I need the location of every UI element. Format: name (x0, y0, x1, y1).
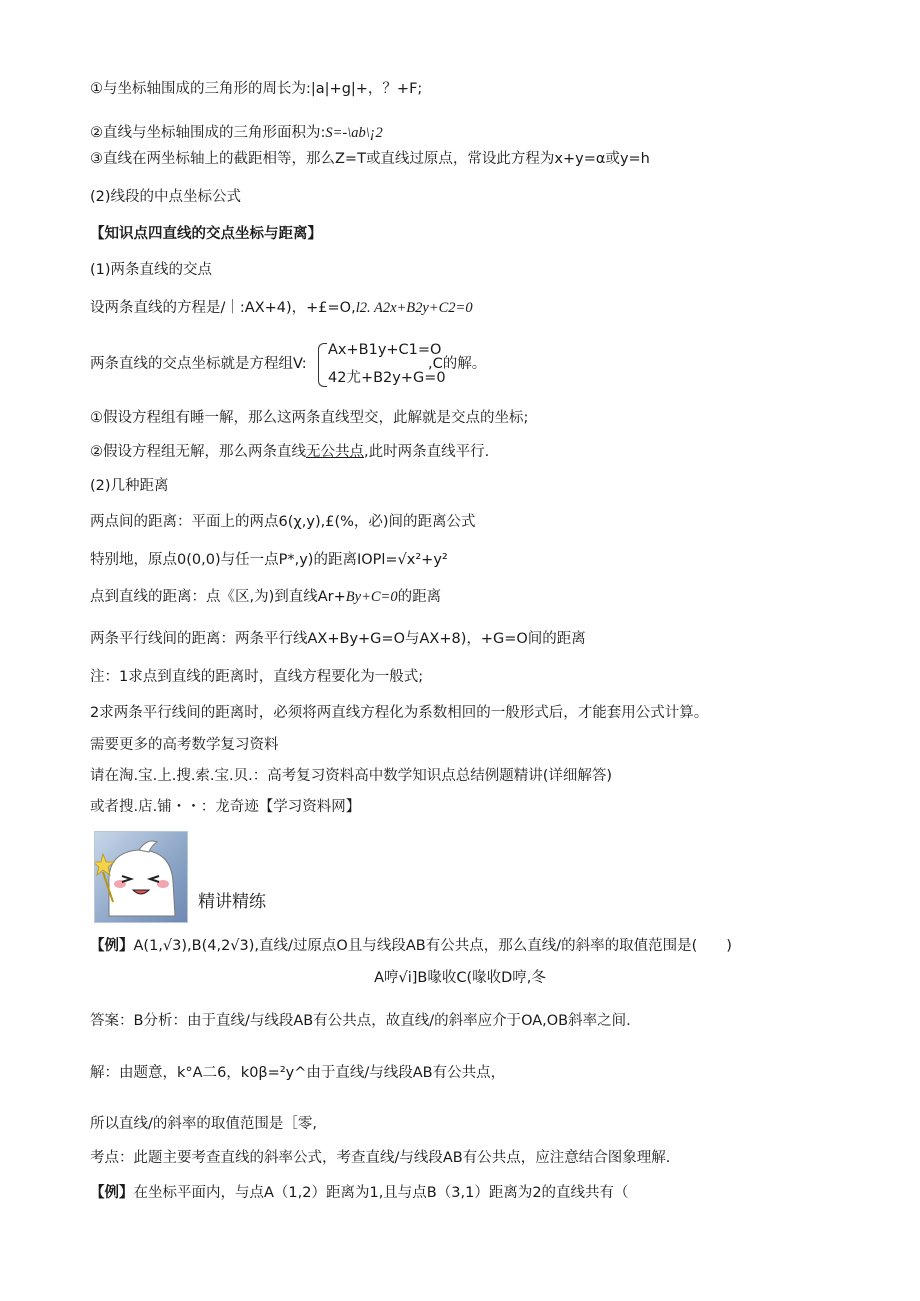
text-line (90, 123, 383, 143)
text-line (90, 442, 489, 462)
text-line: 考点：此题主要考查直线的斜率公式，考查直线/与线段AB有公共点，应注意结合图象理解. (90, 1150, 671, 1166)
example-tag: 【例】 (90, 1185, 134, 1201)
text-line: (1)两条直线的交点 (90, 262, 213, 278)
formula-fragment: l2. A2x+B2y+C2=0 (355, 300, 473, 316)
formula-fragment: S=-\ab\¡2 (325, 125, 383, 141)
text-line: (2)几种距离 (90, 478, 169, 494)
text-line: 注：1求点到直线的距离时，直线方程要化为一般式; (90, 669, 424, 685)
text-fragment: ,C的解。 (428, 356, 487, 372)
text-fragment: 在坐标平面内，与点A（1,2）距离为1,且与点B（3,1）距离为2的直线共有（ (133, 1185, 629, 1201)
section-title: 精讲精练 (198, 892, 266, 912)
text-line: 两条直线的交点坐标就是方程组V: (90, 356, 307, 372)
example-tag: 【例】 (90, 938, 134, 954)
formula-fragment: By+C=0 (345, 589, 398, 605)
text-fragment: 点到直线的距离：点《区,为)到直线Ar+ (90, 589, 346, 605)
text-fragment: A(1,√3),B(4,2√3),直线/过原点O且与线段AB有公共点，那么直线/的斜率的取值范围是( ) (133, 938, 732, 954)
text-fragment: 的距离 (397, 589, 442, 605)
text-line: 需要更多的高考数学复习资料 (90, 737, 279, 753)
text-fragment: ,此时两条直线平行. (364, 444, 490, 460)
text-line: 请在淘.宝.上.搜.索.宝.贝.：高考复习资料高中数学知识点总结例题精讲(详细解答) (90, 768, 613, 784)
text-line: 两点间的距离：平面上的两点6(χ,y),£(%，必)间的距离公式 (90, 514, 476, 530)
text-line: 所以直线/的斜率的取值范围是［零, (90, 1116, 317, 1132)
text-line: ①与坐标轴围成的三角形的周长为:|a|+g|+，？+F; (90, 81, 423, 97)
text-line: ①假设方程组有睡一解，那么这两条直线型交，此解就是交点的坐标; (90, 410, 529, 426)
text-line (90, 587, 441, 607)
cartoon-mascot-image (94, 831, 188, 923)
equation-system-line: 42尤+B2y+G=0 (328, 370, 446, 386)
text-line: ③直线在两坐标轴上的截距相等，那么Z=T或直线过原点，常设此方程为x+y=α或y=h (90, 151, 650, 167)
system-brace (318, 343, 327, 387)
example-line (90, 936, 732, 956)
underlined-fragment: 无公共点 (306, 444, 364, 460)
example-line (90, 1183, 629, 1203)
text-line: 答案：B分析：由于直线/与线段AB有公共点，故直线/的斜率应介于OA,OB斜率之间. (90, 1013, 631, 1029)
text-line: (2)线段的中点坐标公式 (90, 189, 242, 205)
text-fragment: ②直线与坐标轴围成的三角形面积为: (90, 125, 326, 141)
text-line: 2求两条平行线间的距离时，必须将两直线方程化为系数相回的一般形式后，才能套用公式计算。 (90, 705, 709, 721)
text-line: 或者搜.店.铺・・：龙奇迹【学习资料网】 (90, 799, 361, 815)
answer-options: A哼√i]B喙收C(喙收D哼,冬 (374, 970, 546, 986)
equation-system-line: Ax+B1y+C1=O (328, 342, 442, 358)
text-line (90, 298, 473, 318)
text-line: 特别地，原点0(0,0)与任一点P*,y)的距离IOPl=√x²+y² (90, 552, 448, 568)
section-heading: 【知识点四直线的交点坐标与距离】 (90, 226, 322, 242)
text-fragment: ②假设方程组无解，那么两条直线 (90, 444, 306, 460)
text-line: 两条平行线间的距离：两条平行线AX+By+G=O与AX+8)，+G=O间的距离 (90, 631, 586, 647)
text-line: 解：由题意，k°A二6，k0β=²y^由于直线/与线段AB有公共点， (90, 1065, 506, 1081)
text-fragment: 设两条直线的方程是/｜:AX+4)，+£=O, (90, 300, 356, 316)
